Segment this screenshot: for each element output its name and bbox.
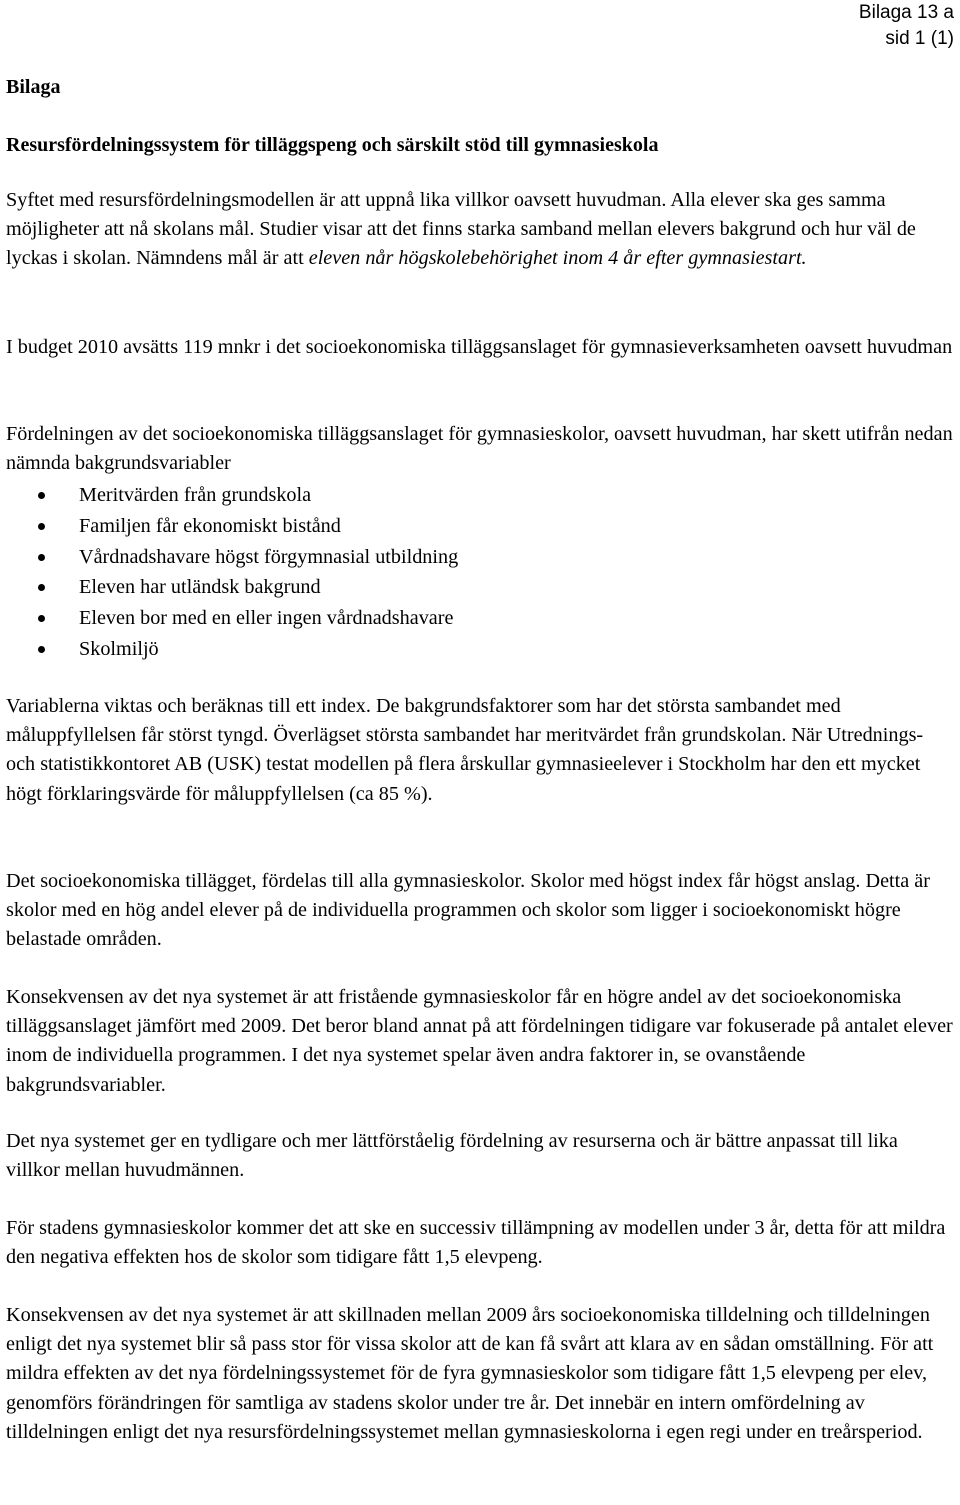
- bullet-icon: [38, 492, 45, 499]
- intro-text: Syftet med resursfördelningsmodellen är att uppnå lika villkor oavsett huvudman. Alla elever ska ges samma möjligheter att nå skolans mål. Studier visar att det finns starka samband mellan elevers bakgrund och hur väl de lyckas i skolan. Nämndens mål är att: [6, 189, 916, 270]
- list-item: Eleven har utländsk bakgrund: [6, 572, 956, 603]
- city-schools-paragraph: För stadens gymnasieskolor kommer det att ske en successiv tillämpning av modellen under 3 år, detta för att mildra den negativa effekten hos de skolor som tidigare fått 1,5 elevpeng.: [6, 1217, 946, 1269]
- bullet-icon: [38, 615, 45, 622]
- page-header: [859, 0, 954, 52]
- bullet-icon: [38, 554, 45, 561]
- list-item: Eleven bor med en eller ingen vårdnadshavare: [6, 603, 956, 634]
- goal-emphasis: eleven når högskolebehörighet inom 4 år efter gymnasiestart.: [308, 247, 807, 270]
- bullet-icon: [38, 523, 45, 530]
- clarity-paragraph: Det nya systemet ger en tydligare och mer lättförståelig fördelning av resurserna och är bättre anpassat till lika villkor mellan huvudmännen.: [6, 1130, 898, 1182]
- attachment-number: Bilaga 13 a: [858, 2, 954, 23]
- consequence-paragraph: Konsekvensen av det nya systemet är att fristående gymnasieskolor får en högre andel av det socioekonomiska tilläggsanslaget jämfört med 2009. Det beror bland annat på att fördelningen tidigare var fokuserade på antalet elever inom de individuella programmen. I det nya systemet spelar även andra faktorer in, se ovanstående bakgrundsvariabler.: [6, 986, 953, 1096]
- budget-paragraph: I budget 2010 avsätts 119 mnkr i det socioekonomiska tilläggsanslaget för gymnasieverksamheten oavsett huvudman: [6, 336, 953, 358]
- background-variables-list: [6, 480, 956, 665]
- transition-paragraph: Konsekvensen av det nya systemet är att skillnaden mellan 2009 års socioekonomiska tilldelning och tilldelningen enligt det nya systemet blir så pass stor för vissa skolor att de kan få svårt att klara av en sådan omställning. För att mildra effekten av det nya fördelningssystemet för de fyra gymnasieskolor som tidigare fått 1,5 elevpeng per elev, genomförs förändringen för samtliga av stadens skolor under tre år. Det innebär en intern omfördelning av tilldelningen enligt det nya resursfördelningssystemet mellan gymnasieskolorna i egen regi under en treårsperiod.: [6, 1304, 934, 1443]
- page-number: sid 1 (1): [885, 28, 954, 49]
- attachment-label: Bilaga: [6, 76, 61, 98]
- document-title: Resursfördelningssystem för tilläggspeng och särskilt stöd till gymnasieskola: [6, 134, 659, 156]
- list-item: Meritvärden från grundskola: [6, 480, 956, 511]
- bullet-icon: [38, 646, 45, 653]
- weighting-paragraph: Variablerna viktas och beräknas till ett index. De bakgrundsfaktorer som har det största sambandet med måluppfyllelsen får störst tyngd. Överlägset största sambandet har meritvärdet från grundskolan. När Utrednings- och statistikkontoret AB (USK) testat modellen på flera årskullar gymnasieelever i Stockholm har den ett mycket högt förklaringsvärde för måluppfyllelsen (ca 85 %).: [6, 695, 924, 805]
- list-item: Vårdnadshavare högst förgymnasial utbildning: [6, 542, 956, 573]
- allocation-paragraph: Det socioekonomiska tillägget, fördelas till alla gymnasieskolor. Skolor med högst index får högst anslag. Detta är skolor med en hög andel elever på de individuella programmen och skolor som ligger i socioekonomiskt högre belastade områden.: [6, 870, 930, 951]
- intro-paragraph: [6, 186, 956, 274]
- distribution-paragraph: Fördelningen av det socioekonomiska tilläggsanslaget för gymnasieskolor, oavsett huvudman, har skett utifrån nedan nämnda bakgrundsvariabler: [6, 423, 953, 475]
- list-item: Familjen får ekonomiskt bistånd: [6, 511, 956, 542]
- list-item: Skolmiljö: [6, 634, 956, 665]
- bullet-icon: [38, 584, 45, 591]
